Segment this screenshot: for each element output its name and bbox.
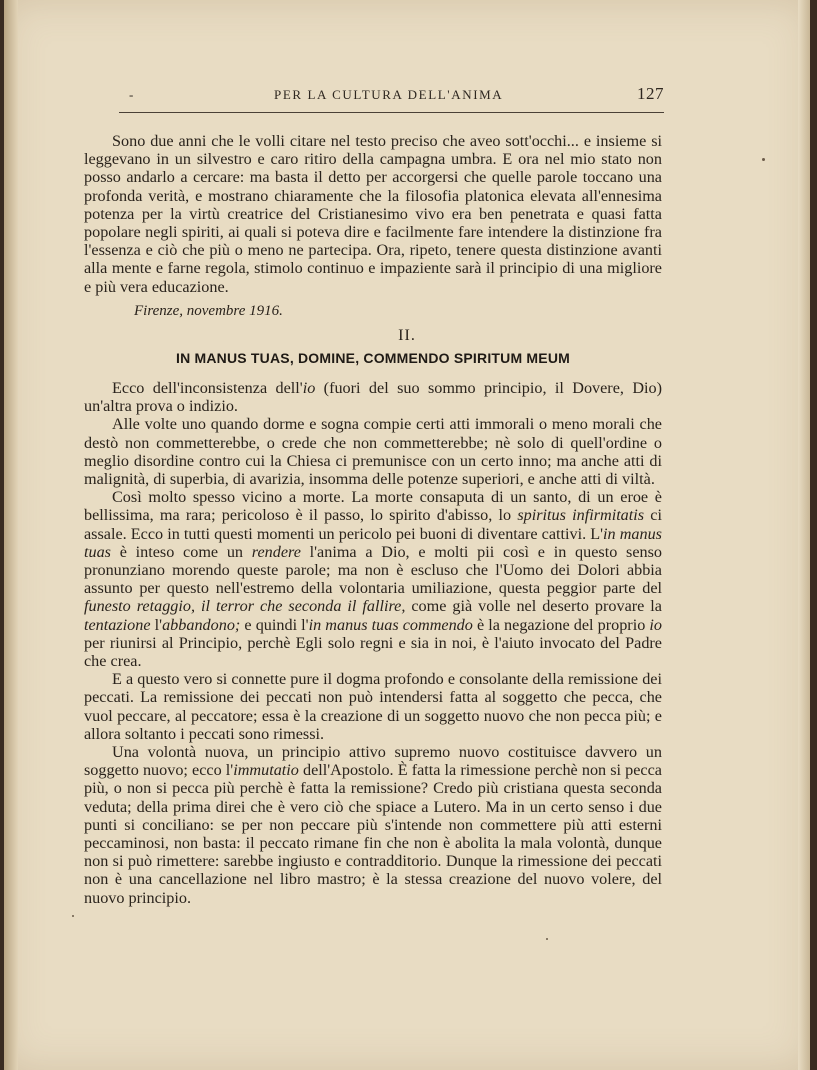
paragraph: Alle volte uno quando dorme e sogna compie certi atti immorali o meno morali che destò non commetterebbe, o crede che non commetterebbe; nè solo di quell'ordine o meglio disordine contro cui la Chiesa ci premunisce con un certo inno; ma anche atti di malignità, di superbia, di avarizia, insomma delle potenze superiori, e anche atti di viltà. [84, 415, 662, 489]
page-edge-right [798, 0, 810, 1070]
italic-run: funesto retaggio, il terror che seconda il fallire, [84, 597, 406, 616]
paragraph [84, 379, 662, 415]
italic-run: spiritus infirmitatis [517, 506, 645, 525]
text-run: l' [150, 615, 163, 634]
header-rule [119, 112, 664, 113]
place-date-signature: Firenze, novembre 1916. [134, 303, 283, 319]
running-header [84, 84, 664, 107]
text-run: (fuori del suo sommo principio, il Dovere, Dio) un'altra prova o indizio. [84, 379, 662, 416]
paper-speck [72, 915, 74, 917]
italic-run: abbandono; [162, 615, 241, 634]
text-run: Così molto spesso vicino a morte. La morte consaputa di un santo, di un eroe è bellissima, ma rara; pericoloso è il passo, lo spirito d'abisso, lo [84, 488, 662, 525]
text-run: e quindi l' [240, 615, 309, 634]
text-run: come già volle nel deserto provare la [405, 597, 662, 616]
paper-speck [762, 158, 765, 161]
text-run: l'anima a Dio, e molti pii così e in questo senso pronunziano morendo queste parole; ma non è escluso che l'Uomo dei Dolori abbia assunto per questo nell'estremo della volontaria umiliazione, questa peggior parte del [84, 542, 662, 598]
book-page [4, 0, 810, 1070]
italic-run: io [649, 615, 662, 634]
italic-run: rendere [251, 542, 301, 561]
text-run: Una volontà nuova, un principio attivo supremo nuovo costituisce davvero un soggetto nuovo; ecco l' [84, 743, 662, 780]
italic-run: in manus tuas [84, 524, 662, 561]
text-run: è la negazione del proprio [472, 615, 650, 634]
text-run: per riunirsi al Principio, perchè Egli solo regni e sia in noi, è l'aiuto invocato del Padre che crea. [84, 633, 662, 671]
italic-run: io [302, 379, 316, 397]
closing-paragraph-block [84, 132, 662, 296]
running-title: PER LA CULTURA DELL'ANIMA [274, 87, 504, 102]
page-number: 127 [637, 84, 664, 103]
text-run: dell'Apostolo. È fatta la rimessione perchè non si pecca più, o non si pecca più perchè è fatta la remissione? Credo più cristiana questa seconda veduta; della prima direi che è vero ciò che spiace a Lutero. Ma in un certo senso i due punti si conciliano: se per non peccare più s'intende non commettere più atti esterni peccaminosi, non basta: il peccato rimane fin che non è abolita la mala volontà, dunque non si può rimettere: sarebbe ingiusto e contradditorio. Dunque la rimessione dei peccati non è una cancellazione nel libro mastro; è la stessa creazione del nuovo volere, del nuovo principio. [84, 761, 662, 907]
section-title: IN MANUS TUAS, DOMINE, COMMENDO SPIRITUM MEUM [176, 350, 570, 366]
section-body [84, 379, 662, 907]
paragraph [84, 488, 662, 670]
paragraph: E a questo vero si connette pure il dogma profondo e consolante della remissione dei peccati. La remissione dei peccati non può intendersi fatta al soggetto che pecca, che vuol peccare, al peccatore; essa è la creazione di un soggetto nuovo che non pecca più; e allora soltanto i peccati sono rimessi. [84, 670, 662, 743]
italic-run: tentazione [84, 615, 151, 634]
italic-run: immutatio [233, 761, 299, 780]
paper-speck [546, 938, 548, 940]
italic-run: in manus tuas commendo [308, 615, 473, 634]
paragraph: Sono due anni che le volli citare nel testo preciso che aveo sott'occhi... e insieme si leggevano in un silvestro e caro ritiro della campagna umbra. E ora nel mio stato non posso andarlo a cercare: ma basta il detto per accorgersi che quelle parole toccano una profonda verità, e mostrano chiaramente che la filosofia platonica elevata all'ennesima potenza per la virtù creatrice del Cristianesimo vivo era ben penetrata e quasi fatta popolare negli spiriti, ai quali si poteva dire e facilmente fare intendere la distinzione fra l'essenza e ciò che più o meno ne partecipa. Ora, ripeto, tenere questa distinzione avanti alla mente e farne regola, stimolo continuo e impaziente sarà il principio di una migliore e più vera educazione. [84, 132, 662, 296]
header-dash: - [129, 87, 135, 102]
section-number: II. [398, 327, 416, 344]
text-run: Ecco dell'inconsistenza dell' [112, 379, 303, 397]
page-edge-left [4, 0, 18, 1070]
text-run: ci assale. Ecco in tutti questi momenti un pericolo pei buoni di diventare cattivi. L' [84, 506, 662, 543]
text-run: è inteso come un [111, 542, 252, 561]
paragraph [84, 743, 662, 907]
